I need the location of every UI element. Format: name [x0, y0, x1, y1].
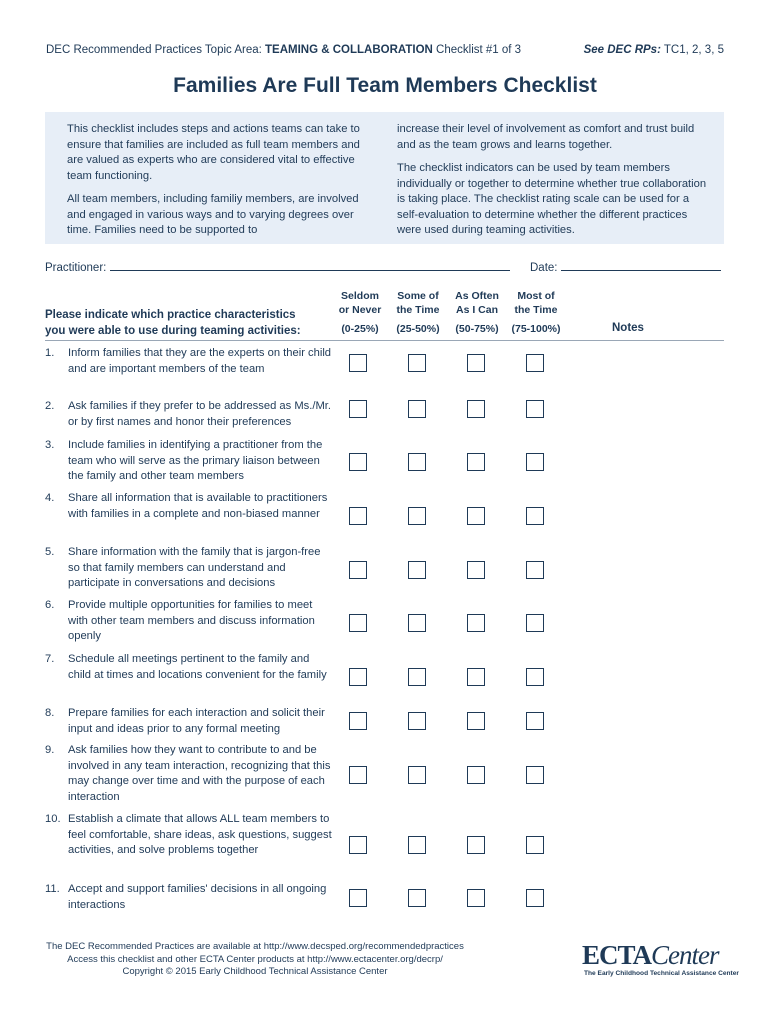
practitioner-field: [45, 259, 510, 274]
rating-checkbox[interactable]: [349, 507, 367, 525]
date-input-line[interactable]: [561, 259, 721, 271]
rating-checkbox[interactable]: [526, 561, 544, 579]
column-header-seldom: [330, 289, 390, 336]
item-text: Accept and support families' decisions in all ongoing interactions: [68, 883, 327, 911]
item-text: Ask families how they want to contribute to and be involved in any team interaction, recognizing that this may change over time and with the purpose of each interaction: [68, 744, 331, 803]
rating-checkbox[interactable]: [526, 712, 544, 730]
item-number: 5.: [45, 546, 55, 558]
logo-tagline: The Early Childhood Technical Assistance Center: [584, 970, 739, 977]
item-number: 11.: [45, 883, 60, 895]
footer-line: Copyright © 2015 Early Childhood Technical Assistance Center: [122, 966, 388, 977]
rating-checkbox[interactable]: [408, 400, 426, 418]
rating-checkbox[interactable]: [526, 400, 544, 418]
rating-checkbox[interactable]: [467, 668, 485, 686]
column-range: (0-25%): [341, 323, 379, 335]
rating-checkbox[interactable]: [467, 453, 485, 471]
rating-checkbox[interactable]: [349, 453, 367, 471]
rating-checkbox[interactable]: [526, 668, 544, 686]
rating-checkbox[interactable]: [526, 453, 544, 471]
practitioner-label: Practitioner:: [45, 262, 107, 274]
column-range: (75-100%): [511, 323, 561, 335]
rating-checkbox[interactable]: [467, 354, 485, 372]
column-header-line: As I Can: [455, 304, 498, 316]
rating-checkbox[interactable]: [408, 561, 426, 579]
topic-area-text: [46, 44, 521, 56]
rating-checkbox[interactable]: [349, 766, 367, 784]
item-text: Share all information that is available to practitioners with families in a complete and non-biased manner: [68, 492, 328, 520]
topic-name: TEAMING & COLLABORATION: [265, 44, 433, 56]
notes-header: Notes: [612, 322, 644, 334]
item-text: Establish a climate that allows ALL team members to feel comfortable, share ideas, ask questions, suggest activities, and solve problems together: [68, 813, 332, 856]
footer-line: Access this checklist and other ECTA Center products at http://www.ectacenter.org/decrp/: [67, 953, 443, 965]
rating-checkbox[interactable]: [467, 836, 485, 854]
item-text: Schedule all meetings pertinent to the family and child at times and locations convenient for the family: [68, 653, 327, 681]
rating-checkbox[interactable]: [349, 400, 367, 418]
column-range: (25-50%): [396, 323, 440, 335]
ecta-center-logo: [582, 940, 739, 980]
rating-checkbox[interactable]: [526, 766, 544, 784]
rating-checkbox[interactable]: [408, 889, 426, 907]
rating-checkbox[interactable]: [408, 453, 426, 471]
intro-column-left: [67, 122, 377, 247]
rating-prompt: [45, 308, 301, 339]
item-text: Prepare families for each interaction and solicit their input and ideas prior to any formal meeting: [68, 707, 325, 735]
footer-line: The DEC Recommended Practices are available at http://www.decsped.org/recommendedpractices: [46, 941, 464, 952]
rating-checkbox[interactable]: [408, 507, 426, 525]
rating-checkbox[interactable]: [467, 766, 485, 784]
rating-checkbox[interactable]: [408, 354, 426, 372]
rating-checkbox[interactable]: [526, 836, 544, 854]
column-header-line: the Time: [514, 304, 558, 316]
rating-checkbox[interactable]: [467, 400, 485, 418]
rating-checkbox[interactable]: [526, 354, 544, 372]
date-field: [530, 259, 721, 274]
footer: [40, 941, 470, 979]
intro-paragraph: The checklist indicators can be used by team members individually or together to determine whether true collaboration is taking place. The checklist rating scale can be used for a self-evaluation to determine whether the different practices were used during teaming activities.: [397, 162, 707, 236]
intro-paragraph: increase their level of involvement as comfort and trust build and as the team grows and learns together.: [397, 123, 695, 151]
item-number: 1.: [45, 347, 55, 359]
date-label: Date:: [530, 262, 558, 274]
column-header-line: Some of: [397, 290, 439, 302]
item-number: 3.: [45, 439, 55, 451]
item-text: Provide multiple opportunities for families to meet with other team members and discuss information openly: [68, 599, 315, 642]
rating-checkbox[interactable]: [467, 507, 485, 525]
logo-ecta: ECTA: [582, 940, 652, 970]
divider: [45, 340, 724, 341]
rating-checkbox[interactable]: [467, 712, 485, 730]
column-header-line: or Never: [338, 304, 382, 316]
rating-checkbox[interactable]: [349, 561, 367, 579]
rating-checkbox[interactable]: [467, 889, 485, 907]
rating-checkbox[interactable]: [349, 354, 367, 372]
page-title: Families Are Full Team Members Checklist: [173, 74, 597, 97]
item-text: Inform families that they are the experts on their child and are important members of the team: [68, 347, 332, 375]
rating-checkbox[interactable]: [349, 614, 367, 632]
column-header-line: Seldom: [341, 290, 379, 302]
column-header-line: As Often: [455, 290, 499, 302]
topic-prefix: DEC Recommended Practices Topic Area:: [46, 44, 266, 56]
dec-rps-reference: [584, 44, 724, 56]
logo-center: Center: [651, 940, 719, 970]
item-text: Ask families if they prefer to be addressed as Ms./Mr. or by first names and honor their preferences: [68, 400, 332, 428]
column-range: (50-75%): [455, 323, 499, 335]
rating-checkbox[interactable]: [467, 561, 485, 579]
column-header-line: the Time: [396, 304, 440, 316]
item-text: Include families in identifying a practitioner from the team who will serve as the primary liaison between the family and other team members: [68, 439, 323, 482]
column-header-line: Most of: [517, 290, 555, 302]
rating-checkbox[interactable]: [408, 836, 426, 854]
column-header-some: [388, 289, 448, 336]
rating-checkbox[interactable]: [526, 507, 544, 525]
rating-checkbox[interactable]: [349, 889, 367, 907]
rating-checkbox[interactable]: [526, 889, 544, 907]
rating-checkbox[interactable]: [526, 614, 544, 632]
item-number: 4.: [45, 492, 55, 504]
column-header-as-often: [447, 289, 507, 336]
rating-prompt-line: Please indicate which practice characteristics: [45, 309, 296, 321]
intro-paragraph: This checklist includes steps and actions teams can take to ensure that families are included as full team members and are valued as experts who are considered vital to effective team functioning.: [67, 123, 360, 182]
intro-box: [45, 112, 724, 244]
intro-paragraph: All team members, including familiy members, are involved and engaged in various ways and to varying degrees over time. Families need to be supported to: [67, 193, 359, 236]
rating-checkbox[interactable]: [467, 614, 485, 632]
rating-checkbox[interactable]: [349, 668, 367, 686]
practitioner-input-line[interactable]: [110, 259, 510, 271]
rating-prompt-line: you were able to use during teaming activities:: [45, 324, 301, 337]
rating-checkbox[interactable]: [408, 766, 426, 784]
logo-wordmark: [582, 940, 719, 971]
item-number: 2.: [45, 400, 55, 412]
checklist-number: Checklist #1 of 3: [432, 44, 522, 56]
see-dec-value: TC1, 2, 3, 5: [660, 44, 724, 56]
rating-checkbox[interactable]: [408, 712, 426, 730]
see-dec-label: See DEC RPs:: [583, 44, 661, 56]
item-number: 7.: [45, 653, 55, 665]
rating-checkbox[interactable]: [349, 836, 367, 854]
item-number: 6.: [45, 599, 55, 611]
column-header-most: [504, 289, 568, 336]
item-number: 8.: [45, 707, 55, 719]
rating-checkbox[interactable]: [408, 614, 426, 632]
item-number: 10.: [45, 813, 61, 825]
intro-column-right: [397, 122, 712, 247]
rating-checkbox[interactable]: [408, 668, 426, 686]
item-text: Share information with the family that is jargon-free so that family members can understand and participate in conversations and decisions: [68, 546, 321, 589]
rating-checkbox[interactable]: [349, 712, 367, 730]
item-number: 9.: [45, 744, 55, 756]
